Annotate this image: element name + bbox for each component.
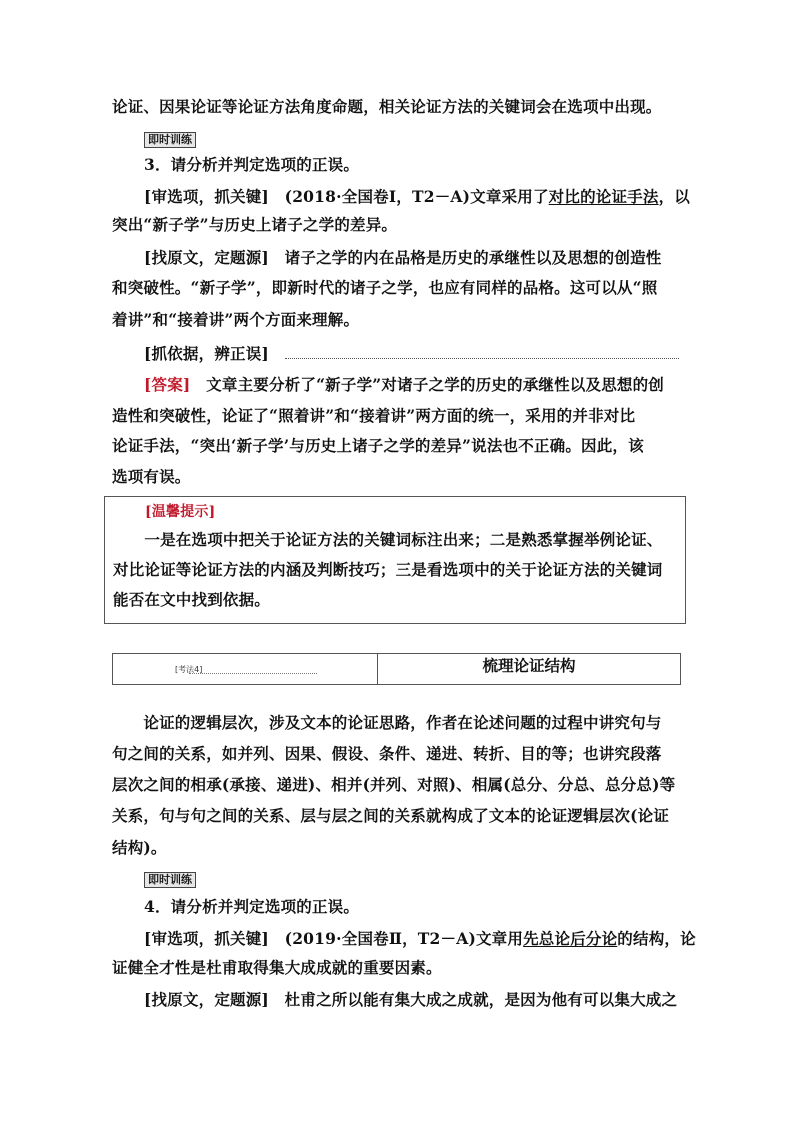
intro-paragraph-end: 论证、因果论证等论证方法角度命题，相关论证方法的关键词会在选项中出现。 — [112, 97, 662, 116]
question-4-heading: 4．请分析并判定选项的正误。 — [144, 897, 360, 916]
question-3-find-line-3: 着讲”和“接着讲”两个方面来理解。 — [112, 310, 360, 329]
find-label: [找原文，定题源] — [144, 248, 269, 267]
tip-title: [温馨提示] — [145, 504, 216, 520]
tip-box — [104, 496, 686, 624]
review-text: (2018·全国卷Ⅰ，T2－A)文章采用了 — [268, 187, 549, 206]
key-phrase-underlined: 先总论后分论 — [523, 929, 618, 948]
review-label: [审选项，抓关键] — [144, 187, 269, 206]
answer-line-1: [答案] 文章主要分析了“新子学”对诸子之学的历史的承继性以及思想的创 — [144, 375, 665, 394]
question-3-heading: 3．请分析并判定选项的正误。 — [144, 155, 360, 174]
find-label: [找原文，定题源] — [144, 990, 269, 1009]
structure-paragraph-line-2: 句之间的关系，如并列、因果、假设、条件、递进、转折、目的等；也讲究段落 — [112, 744, 662, 763]
question-4-review-line: [审选项，抓关键] (2019·全国卷Ⅱ，T2－A)文章用先总论后分论的结构，论 — [144, 929, 696, 948]
question-3-review-continued: 突出“新子学”与历史上诸子之学的差异。 — [112, 215, 398, 234]
question-3-find-line-2: 和突破性。“新子学”，即新时代的诸子之学，也应有同样的品格。这可以从“照 — [112, 278, 658, 297]
structure-paragraph-line-1: 论证的逻辑层次，涉及文本的论证思路，作者在论述问题的过程中讲究句与 — [112, 713, 662, 732]
answer-line-2: 造性和突破性，论证了“照着讲”和“接着讲”两方面的统一，采用的并非对比 — [112, 406, 636, 425]
question-4-find-line: [找原文，定题源] 杜甫之所以能有集大成之成就，是因为他有可以集大成之 — [144, 990, 678, 1009]
review-text-tail: ，以 — [658, 187, 690, 206]
section-header-left — [113, 654, 378, 684]
tip-line-3: 能否在文中找到依据。 — [113, 590, 271, 609]
answer-label: [答案] — [144, 375, 191, 394]
dotted-leader — [285, 358, 679, 359]
section-small-label: [考法4] — [175, 665, 203, 674]
tip-line-2: 对比论证等论证方法的内涵及判断技巧；三是看选项中的关于论证方法的关键词 — [113, 560, 663, 579]
basis-label: [抓依据，辨正误] — [144, 344, 269, 363]
structure-paragraph-line-5: 结构)。 — [112, 838, 167, 857]
tip-line-1: 一是在选项中把关于论证方法的关键词标注出来；二是熟悉掌握举例论证、 — [113, 530, 663, 549]
review-label: [审选项，抓关键] — [144, 929, 269, 948]
question-4-review-continued: 证健全才性是杜甫取得集大成成就的重要因素。 — [112, 958, 442, 977]
answer-line-4: 选项有误。 — [112, 467, 191, 486]
section-dotted-leader — [189, 673, 317, 674]
section-header-box — [112, 653, 681, 685]
section-title: 梳理论证结构 — [482, 656, 576, 675]
structure-paragraph-line-4: 关系，句与句之间的关系、层与层之间的关系就构成了文本的论证逻辑层次(论证 — [112, 806, 670, 825]
question-3-review-line — [144, 186, 690, 208]
structure-paragraph-line-3: 层次之间的相承(承接、递进)、相并(并列、对照)、相属(总分、分总、总分总)等 — [112, 775, 676, 794]
practice-tag-2: 即时训练 — [144, 872, 196, 888]
key-phrase-underlined: 对比的论证手法 — [548, 187, 659, 206]
answer-line-3: 论证手法，“突出‘新子学’与历史上诸子之学的差异”说法也不正确。因此，该 — [112, 436, 644, 455]
question-3-find-line: [找原文，定题源] 诸子之学的内在品格是历史的承继性以及思想的创造性 — [144, 248, 662, 267]
practice-tag: 即时训练 — [144, 132, 196, 148]
